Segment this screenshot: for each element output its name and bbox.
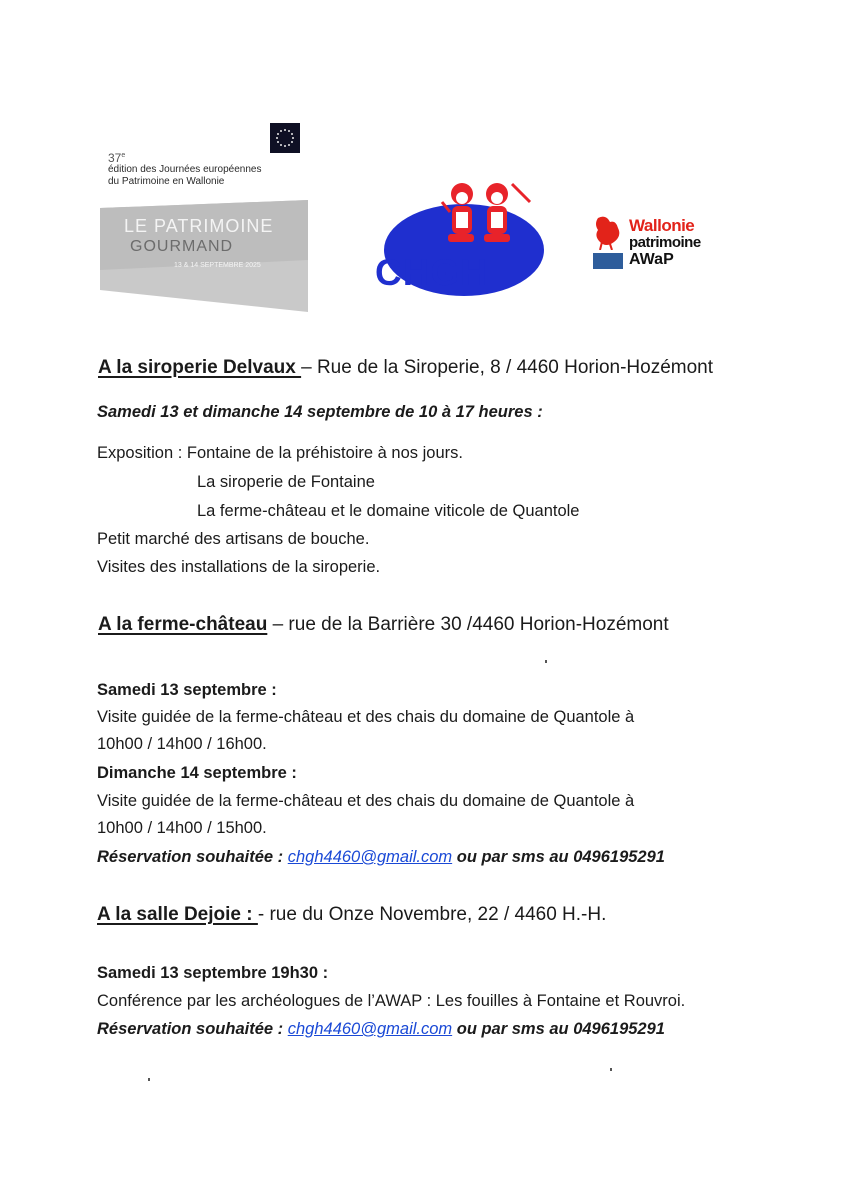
scan-speck	[148, 1078, 150, 1081]
section2-day2-times: 10h00 / 14h00 / 15h00.	[97, 819, 267, 837]
section2-day1: Samedi 13 septembre :	[97, 681, 277, 699]
section3-reservation	[97, 1019, 665, 1039]
eu-flag-icon	[270, 123, 300, 153]
section2-heading	[98, 615, 669, 635]
awap-logo-icon	[593, 253, 623, 269]
scan-speck	[610, 1068, 612, 1071]
section3-address: - rue du Onze Novembre, 22 / 4460 H.-H.	[257, 904, 607, 925]
scan-speck	[545, 660, 547, 663]
section1-dates: Samedi 13 et dimanche 14 septembre de 10 à 17 heures :	[97, 403, 543, 421]
section2-address: – rue de la Barrière 30 /4460 Horion-Hozémont	[267, 614, 669, 635]
wallonie-logo-line2: patrimoine	[629, 234, 701, 251]
section3-reservation-label: Réservation souhaitée :	[97, 1020, 288, 1038]
section1-line1: Exposition : Fontaine de la préhistoire à nos jours.	[97, 444, 463, 462]
jep-edition-text	[108, 150, 261, 188]
chgh-logo-text: CHGH	[375, 252, 488, 293]
section1-title: A la siroperie Delvaux	[98, 357, 302, 378]
section3-text: Conférence par les archéologues de l’AWAP : Les fouilles à Fontaine et Rouvroi.	[97, 992, 686, 1010]
section2-reservation-label: Réservation souhaitée :	[97, 848, 288, 866]
section2-title: A la ferme-château	[98, 614, 268, 635]
jep-line-1: édition des Journées européennes	[108, 164, 262, 175]
section3-title: A la salle Dejoie :	[97, 904, 258, 925]
section1-line4: Petit marché des artisans de bouche.	[97, 530, 370, 548]
section2-email-link[interactable]: chgh4460@gmail.com	[287, 848, 453, 866]
section1-heading	[98, 358, 713, 378]
section2-sms: ou par sms au 0496195291	[452, 848, 665, 866]
section3-day: Samedi 13 septembre 19h30 :	[97, 964, 329, 982]
section1-line3: La ferme-château et le domaine viticole de Quantole	[197, 502, 580, 520]
section1-line2: La siroperie de Fontaine	[197, 473, 375, 491]
section3-heading	[97, 905, 606, 925]
section1-line5: Visites des installations de la siroperie.	[97, 558, 381, 576]
section2-reservation	[97, 847, 665, 867]
banner-title-line2: GOURMAND	[130, 238, 234, 255]
wallonie-rooster-icon	[592, 214, 626, 255]
banner-title-line1: LE PATRIMOINE	[124, 216, 274, 236]
section2-day2: Dimanche 14 septembre :	[97, 764, 297, 782]
wallonie-logo-line3: AWaP	[629, 251, 674, 268]
section2-day1-times: 10h00 / 14h00 / 16h00.	[97, 735, 267, 753]
section2-day1-text: Visite guidée de la ferme-château et des chais du domaine de Quantole à	[97, 708, 635, 726]
jep-edition-number: 37e	[108, 151, 126, 165]
banner-dates: 13 & 14 SEPTEMBRE 2025	[174, 262, 261, 269]
jep-line-2: du Patrimoine en Wallonie	[108, 176, 225, 187]
section3-email-link[interactable]: chgh4460@gmail.com	[287, 1020, 453, 1038]
wallonie-logo-line1: Wallonie	[629, 216, 695, 235]
section2-day2-text: Visite guidée de la ferme-château et des chais du domaine de Quantole à	[97, 792, 635, 810]
section1-address: – Rue de la Siroperie, 8 / 4460 Horion-Hozémont	[301, 357, 714, 378]
section3-sms: ou par sms au 0496195291	[452, 1020, 665, 1038]
